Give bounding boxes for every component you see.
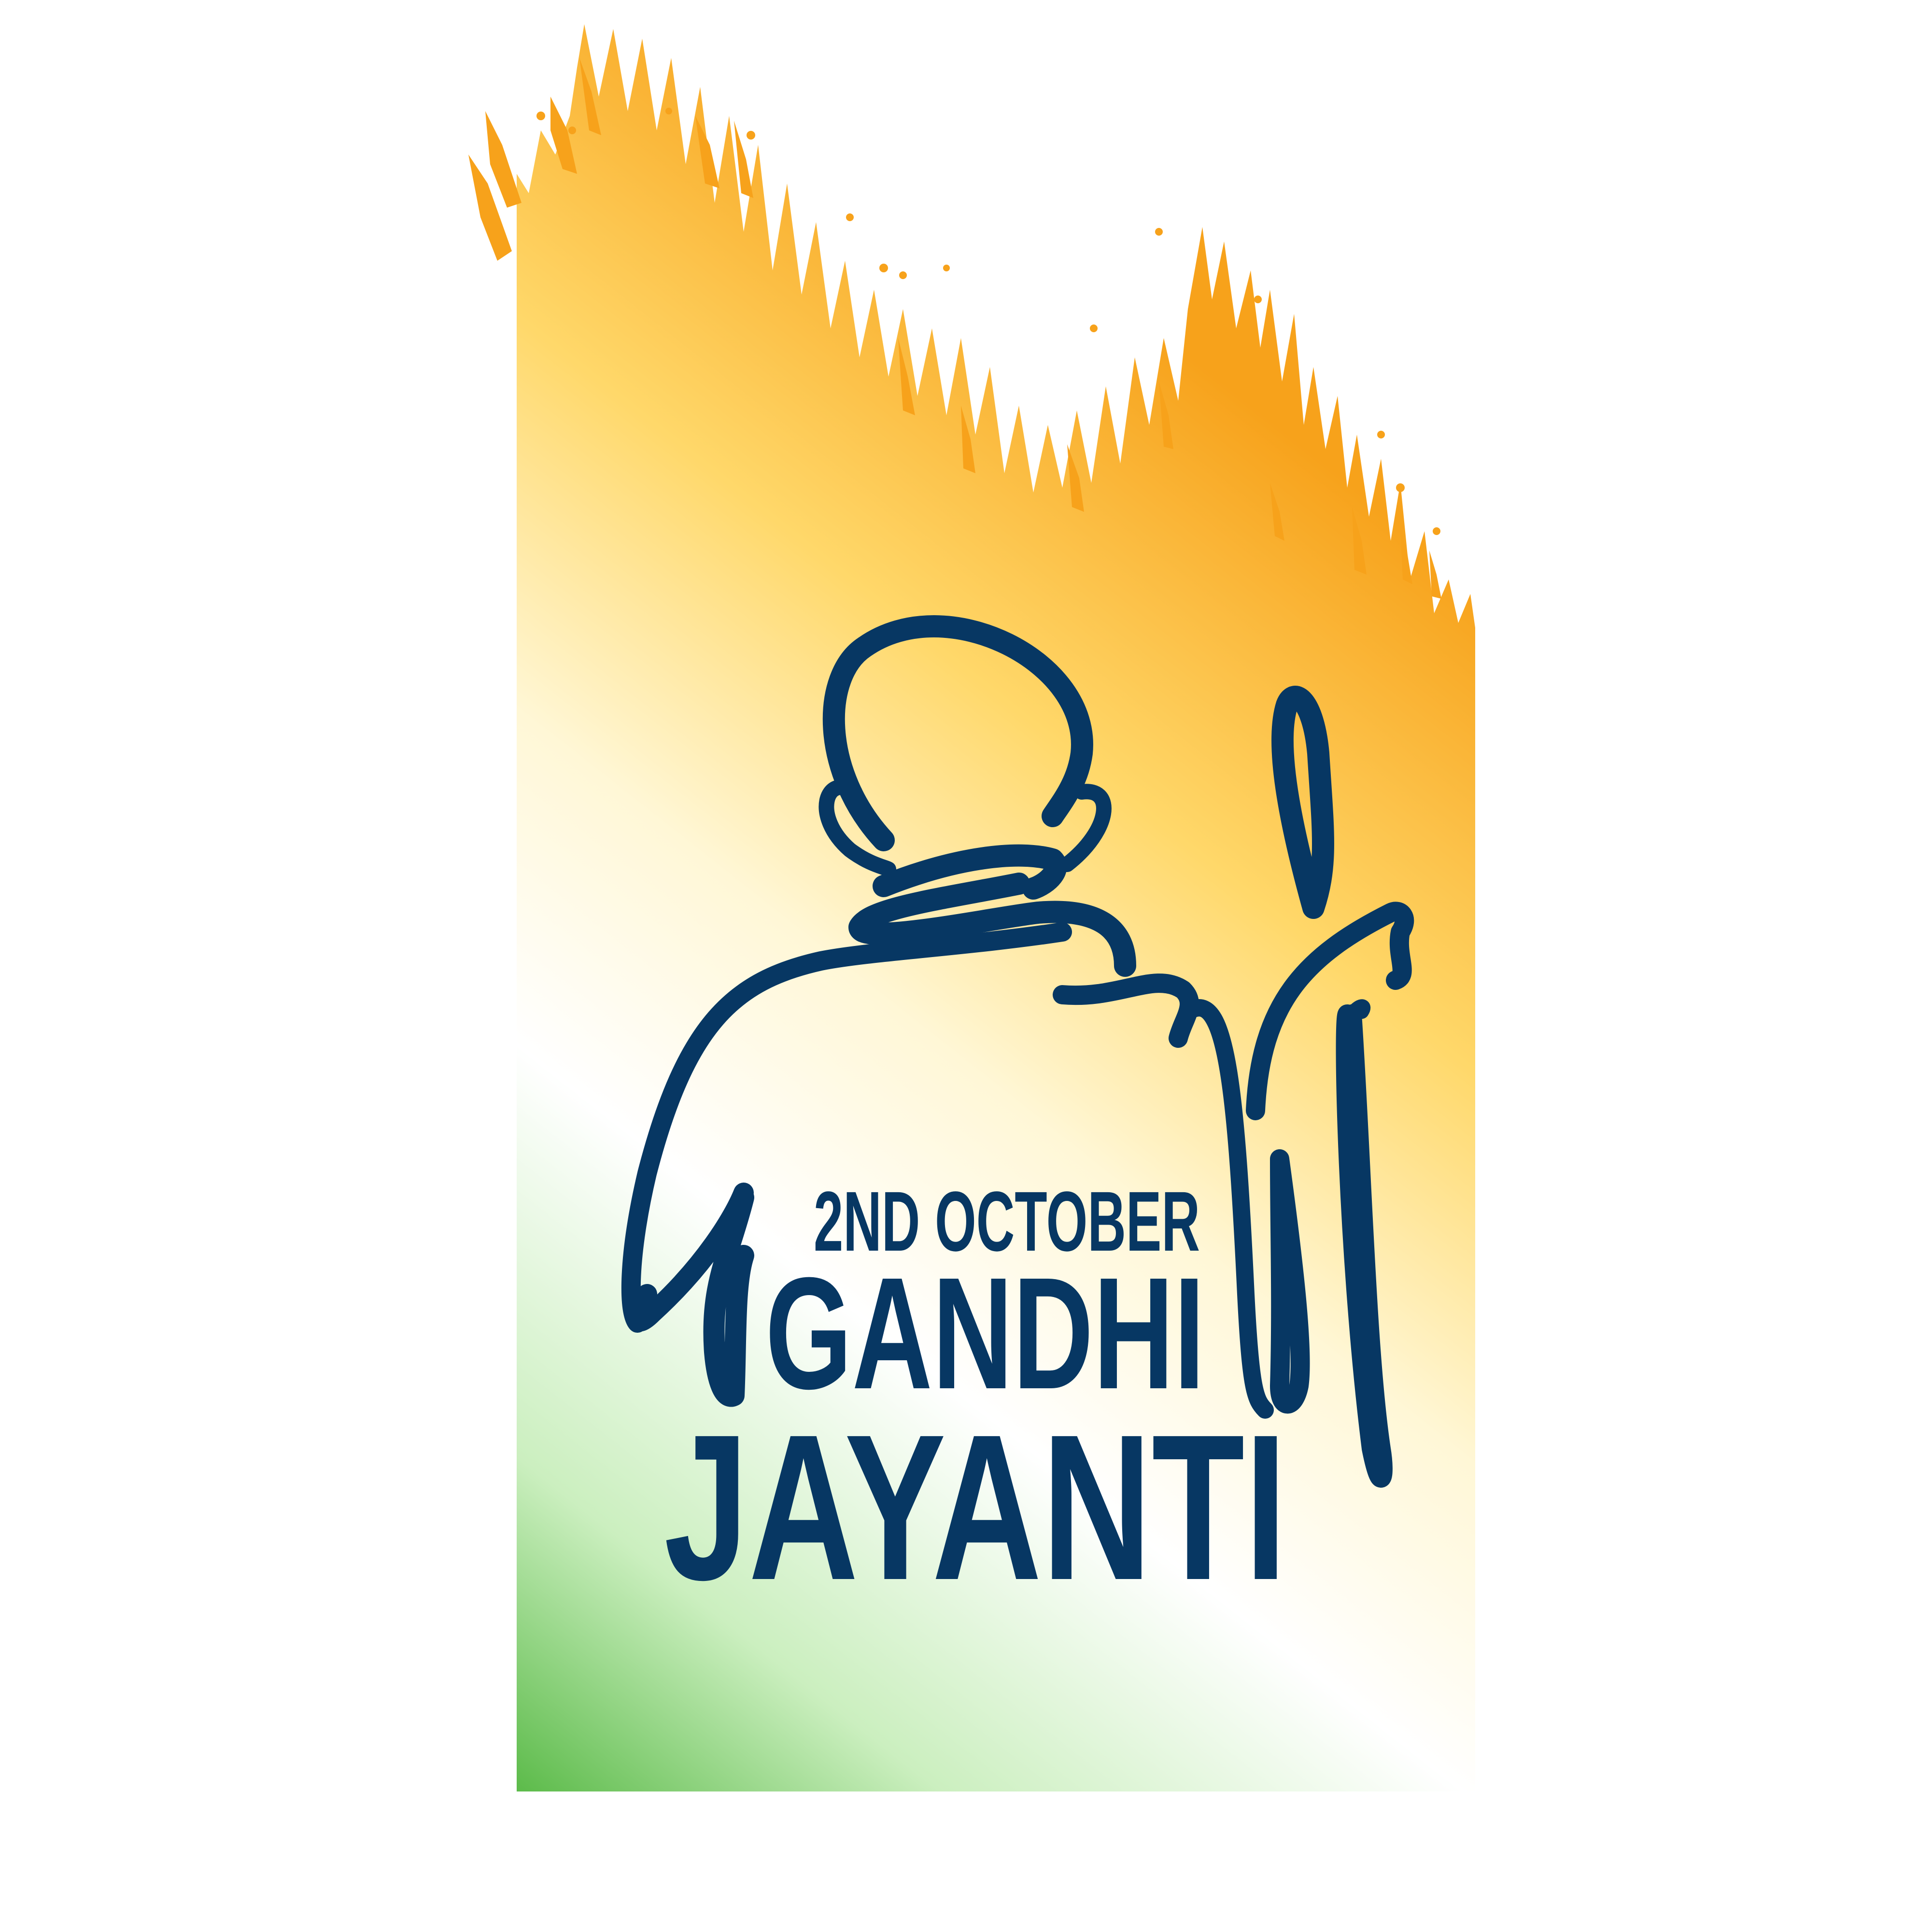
staff-tip bbox=[1352, 1006, 1363, 1014]
title-jayanti: JAYANTI bbox=[664, 1392, 1287, 1623]
date-line: 2ND OCTOBER bbox=[814, 1174, 1200, 1269]
title-gandhi: GANDHI bbox=[765, 1244, 1205, 1422]
